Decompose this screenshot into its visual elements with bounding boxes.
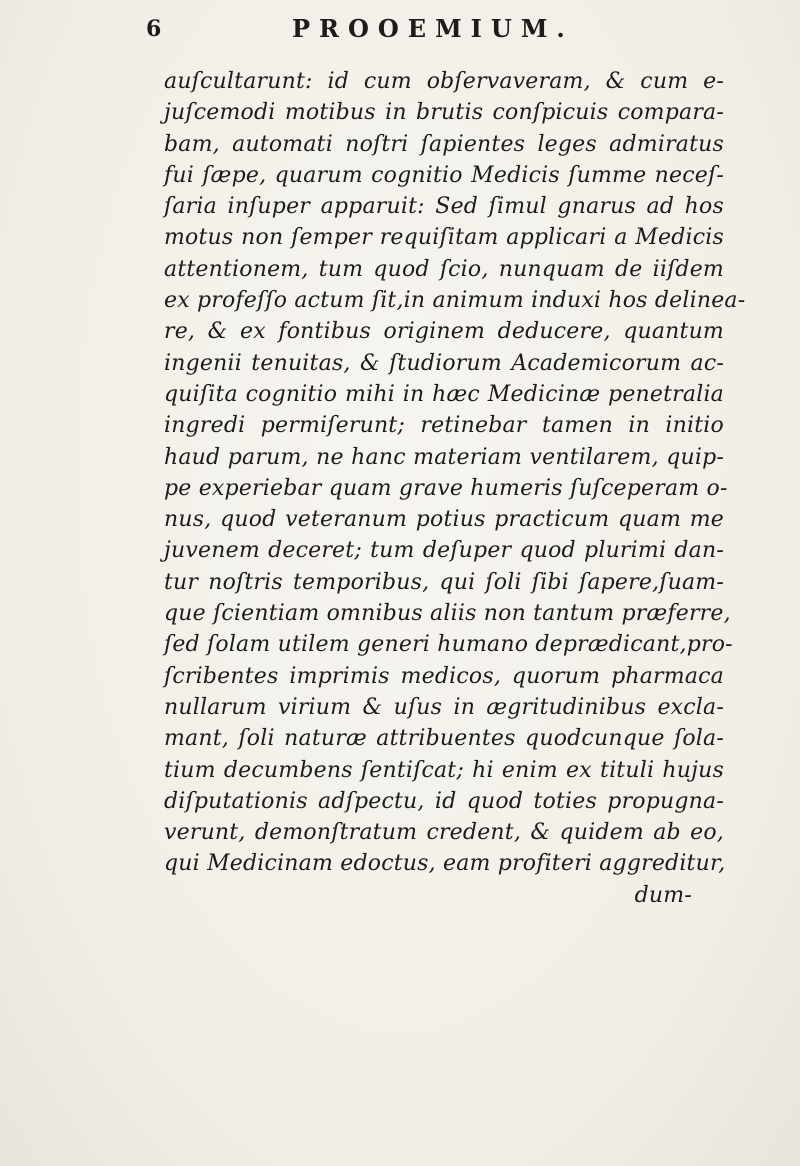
text-line: nullarum virium & uſus in ægritudinibus excla-: [164, 694, 724, 720]
text-line: attentionem, tum quod ſcio, nunquam de iiſdem: [164, 256, 724, 282]
text-line: ſcribentes imprimis medicos, quorum pharmaca: [164, 663, 724, 689]
text-line: bam, automati noſtri ſapientes leges admiratus: [164, 131, 724, 157]
text-line: ingenii tenuitas, & ſtudiorum Academicorum ac-: [164, 350, 724, 376]
text-line: mant, ſoli naturæ attribuentes quodcunque ſola-: [164, 726, 724, 752]
text-line: haud parum, ne hanc materiam ventilarem, quip-: [164, 444, 724, 470]
text-line: diſputationis adſpectu, id quod toties propugna-: [164, 788, 724, 814]
text-line: pe experiebar quam grave humeris ſuſceperam o-: [164, 475, 728, 501]
text-line: quiſita cognitio mihi in hæc Medicinæ penetralia: [164, 381, 724, 407]
text-line: ſed ſolam utilem generi humano deprædicant,pro-: [164, 632, 733, 658]
text-line: juvenem deceret; tum deſuper quod plurimi dan-: [164, 538, 724, 564]
text-line: verunt, demonſtratum credent, & quidem ab eo,: [164, 820, 724, 846]
text-line: ingredi permiſerunt; retinebar tamen in initio: [164, 413, 724, 439]
text-line: que ſcientiam omnibus aliis non tantum præferre,: [164, 601, 731, 627]
text-line: tium decumbens ſentiſcat; hi enim ex tituli hujus: [164, 757, 724, 783]
catchword: dum-: [634, 882, 692, 908]
body-text: [164, 66, 746, 911]
text-line: auſcultarunt: id cum obſervaveram, & cum e-: [164, 69, 724, 94]
text-line: motus non ſemper requiſitam applicari a Medicis: [164, 225, 724, 251]
text-line: juſcemodi motibus in brutis conſpicuis compara-: [164, 100, 724, 126]
running-head: PROOEMIUM.: [292, 14, 574, 43]
text-line: ex profeſſo actum ſit,in animum induxi hos delinea-: [164, 288, 746, 314]
text-line: re, & ex fontibus originem deducere, quantum: [164, 319, 724, 345]
text-line: qui Medicinam edoctus, eam profiteri aggreditur,: [164, 851, 726, 877]
page-number: 6: [146, 16, 162, 42]
text-line: fui ſæpe, quarum cognitio Medicis ſumme neceſ-: [164, 162, 724, 188]
text-line: ſaria inſuper apparuit: Sed ſimul gnarus ad hos: [164, 194, 724, 220]
text-line: tur noſtris temporibus, qui ſoli ſibi ſapere,ſuam-: [164, 569, 724, 595]
text-line: nus, quod veteranum potius practicum quam me: [164, 507, 724, 533]
